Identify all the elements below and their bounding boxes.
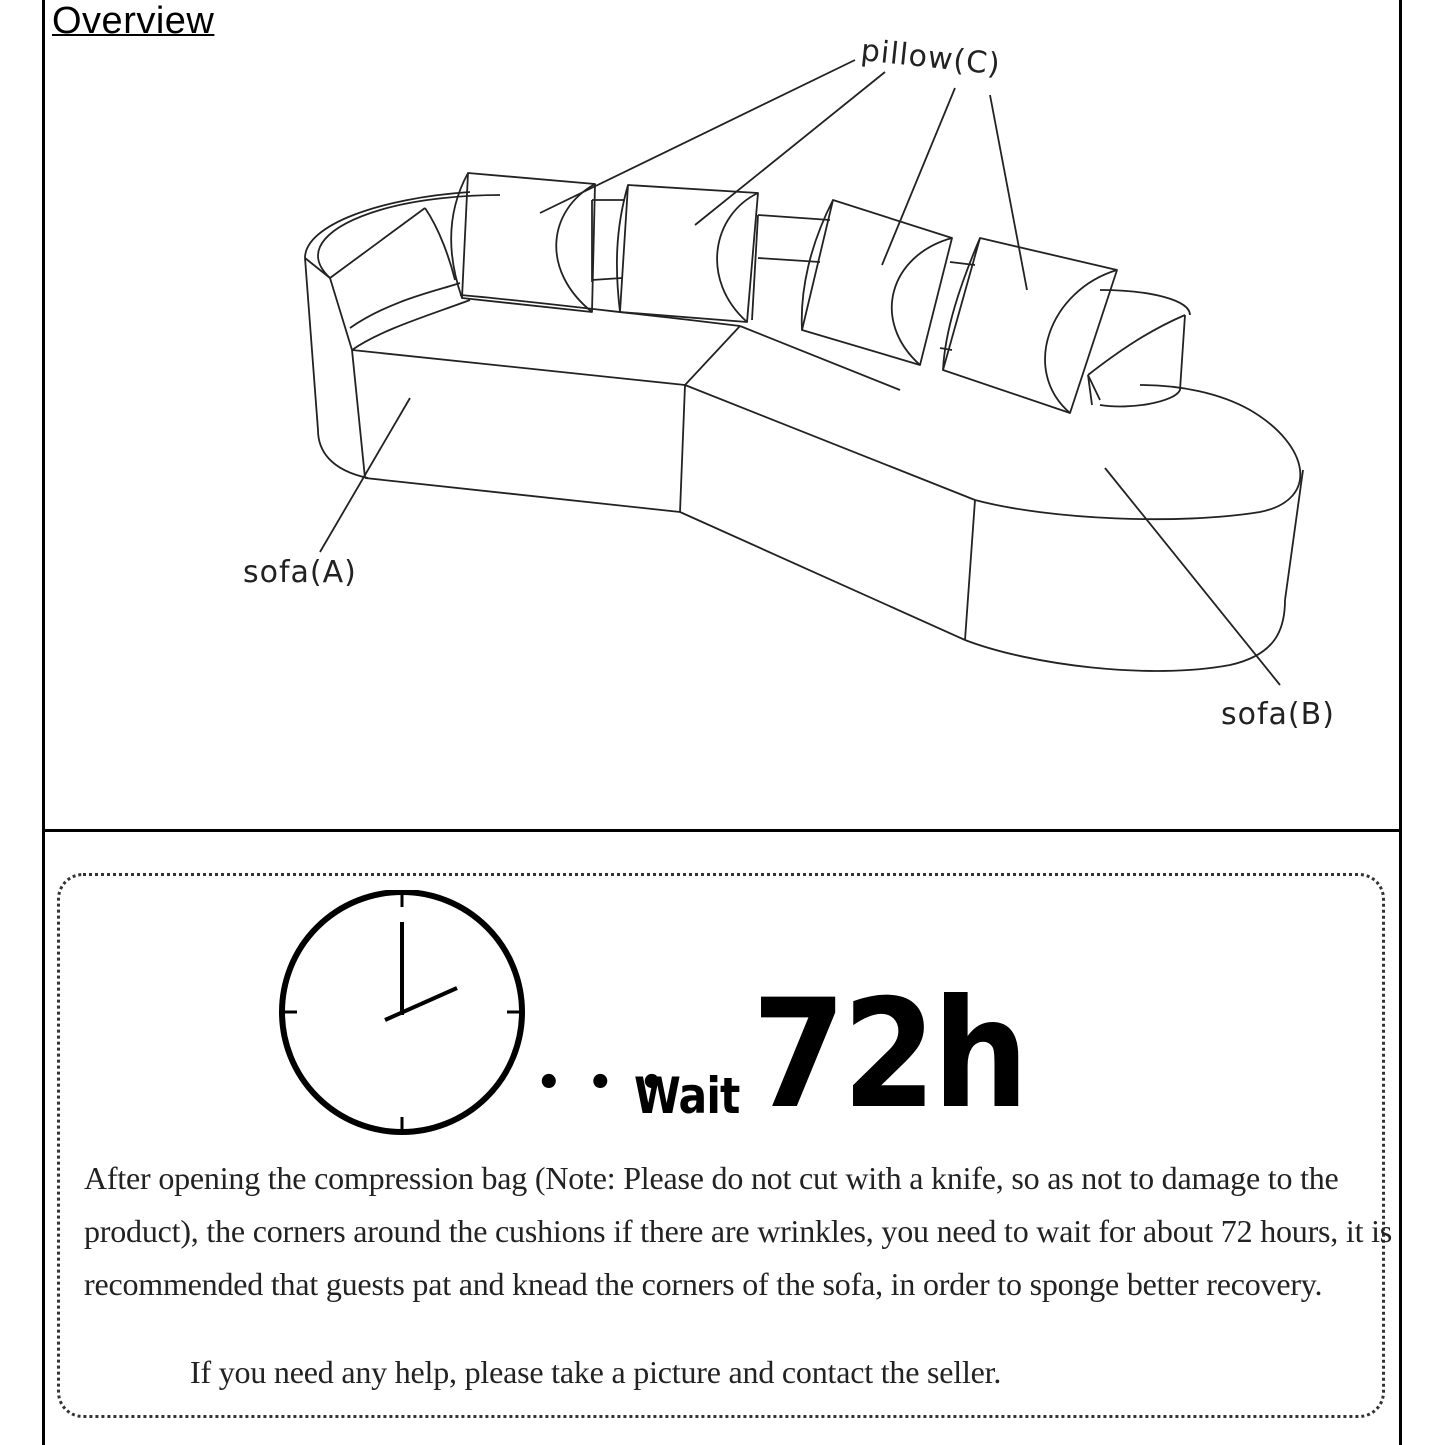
leader-lines (320, 60, 1280, 685)
label-sofa-a: sofa(A) (243, 555, 357, 590)
notice-paragraph: After opening the compression bag (Note: Please do not cut with a knife, so as not to damage to the product), the corners around the cushions if there are wrinkles, you need to wait for about 72 hours, it is recommended that guests pat and knead the corners of the sofa, in order to sponge better recovery. (84, 1160, 1393, 1302)
help-text: If you need any help, please take a picture and contact the seller. (190, 1354, 1002, 1390)
overview-title: Overview (52, 0, 215, 42)
label-pillow-c: pillow(C) (859, 33, 1003, 83)
wait-dots: • • • (536, 1060, 671, 1106)
label-sofa-b: sofa(B) (1221, 697, 1335, 732)
notice-box (57, 873, 1385, 1418)
sofa-b-outline (680, 215, 1303, 671)
clock-icon (275, 890, 530, 1135)
notice-paragraph-block (84, 1152, 1394, 1311)
pillows-outline (451, 173, 1117, 413)
wait-hours: 72h (752, 968, 1026, 1142)
wait-label: Wait (634, 1067, 740, 1125)
wait-72h-banner (536, 968, 1026, 1142)
sofa-a-outline (305, 192, 740, 512)
